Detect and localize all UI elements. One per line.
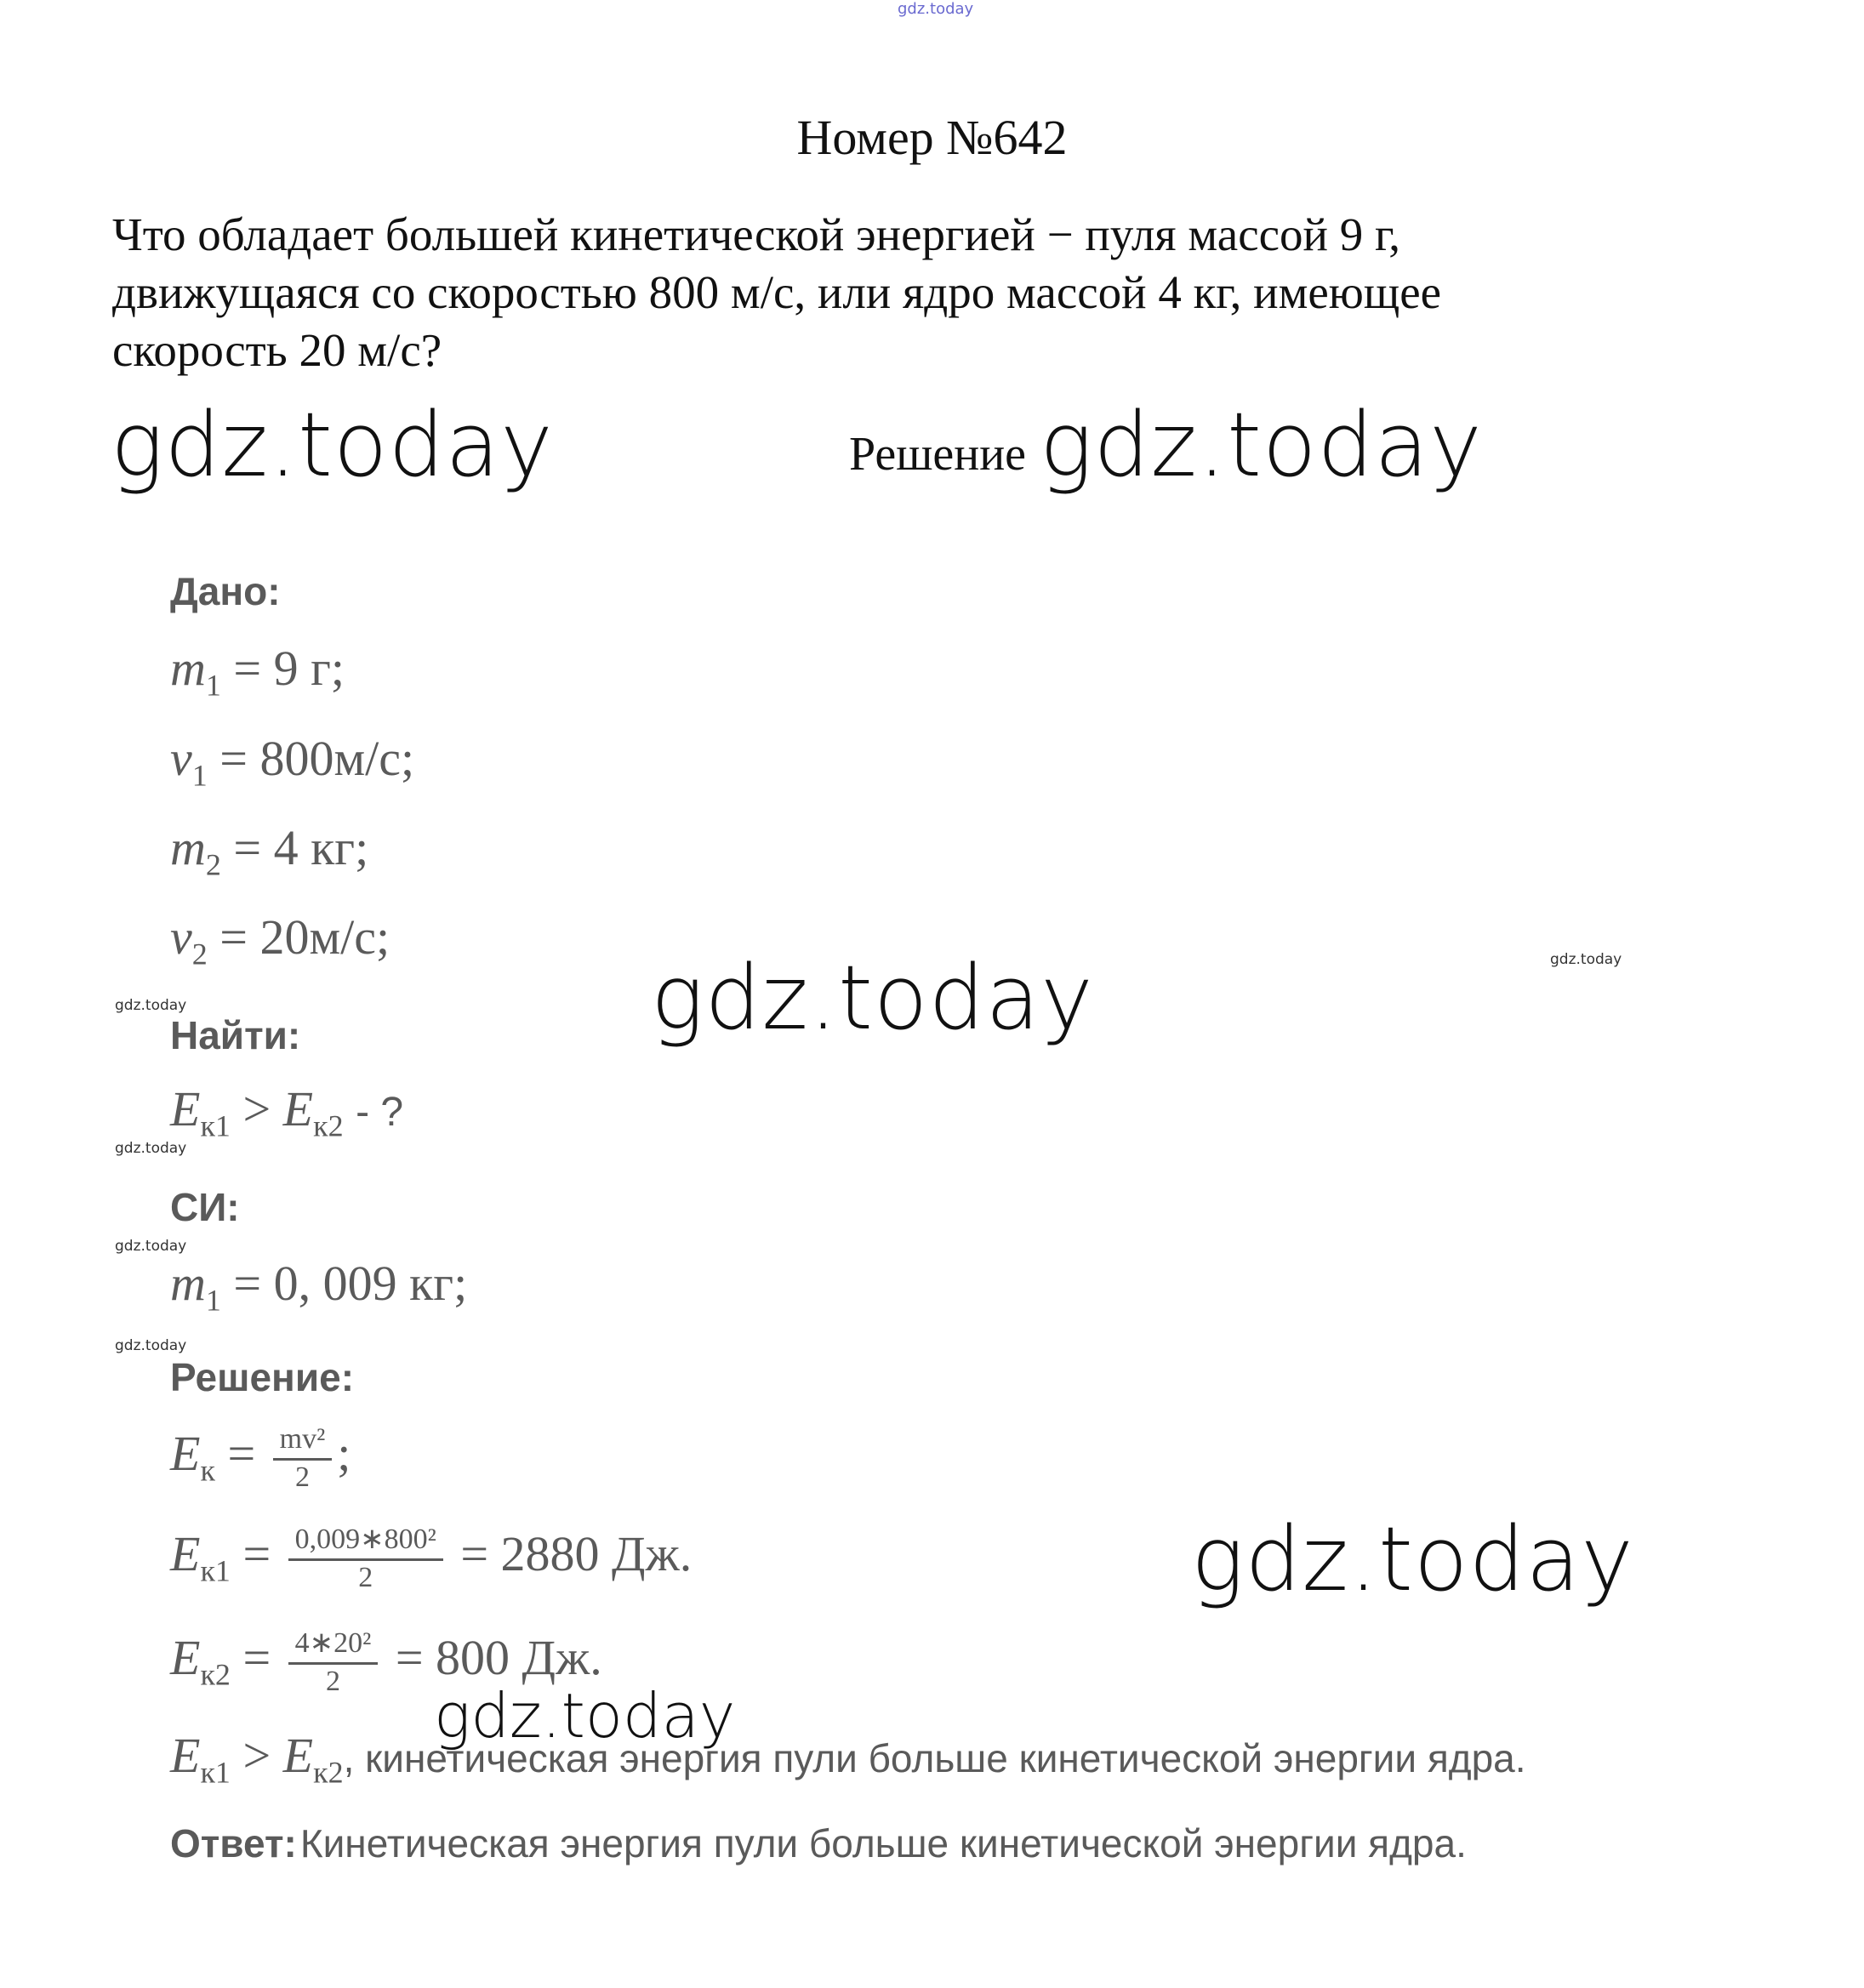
watermark-small-1: gdz.today [115, 997, 187, 1014]
find-expr-tail: - ? [356, 1090, 404, 1135]
conclusion-line: $E_{к1} > E_{к2}$, кинетическая энергия пули больше кинетической энергии ядра. [170, 1728, 1526, 1790]
given-m2: $m_2 = 4$ кг; [170, 820, 369, 882]
formula-3-result: = 800 Дж. [395, 1629, 602, 1685]
answer-label: Ответ: [170, 1821, 297, 1866]
formula-3-fraction [288, 1626, 379, 1699]
find-label: Найти: [170, 1013, 301, 1057]
watermark-2: gdz.today [1040, 393, 1483, 497]
answer-line [170, 1820, 1467, 1866]
formula-1-numerator: mv² [273, 1422, 333, 1461]
question-line-2: движущаяся со скоростью 800 м/с, или ядро массой 4 кг, имеющее [112, 266, 1442, 318]
top-watermark: gdz.today [898, 0, 974, 18]
watermark-4: gdz.today [1191, 1507, 1634, 1611]
watermark-5: gdz.today [434, 1680, 736, 1752]
given-m1: $m_1 = 9$ г; [170, 641, 345, 703]
si-m1-value: = 0, 009 кг; [233, 1256, 468, 1311]
given-v2: $v_2 = 20м/с$; [170, 909, 390, 971]
formula-2-result: = 2880 Дж. [460, 1525, 693, 1581]
formula-1-fraction [273, 1422, 333, 1495]
conclusion-text: , кинетическая энергия пули больше кинетической энергии ядра. [343, 1736, 1526, 1780]
given-label: Дано: [170, 569, 281, 613]
solution-heading: Решение [849, 428, 1027, 481]
question-line-1: Что обладает большей кинетической энергией − пуля массой 9 г, [112, 208, 1401, 260]
formula-2-denominator: 2 [358, 1562, 373, 1593]
given-m2-value: = 4 кг; [233, 820, 369, 875]
question-line-3: скорость 20 м/с? [112, 324, 442, 376]
formula-3-denominator: 2 [326, 1666, 340, 1697]
watermark-small-right: gdz.today [1550, 951, 1622, 968]
formula-2-numerator: 0,009∗800² [288, 1523, 443, 1561]
given-v1-value: = 800м/с; [219, 731, 415, 786]
formula-ek1: $E_{к1}$ = $\frac{\text{0,009∗800²}}{2}$ = 2880 Дж. [170, 1524, 693, 1593]
given-v2-value: = 20м/с; [219, 909, 390, 965]
watermark-small-2: gdz.today [115, 1140, 187, 1157]
given-v1: $v_1 = 800м/с$; [170, 731, 415, 793]
solution-label: Решение: [170, 1355, 355, 1399]
formula-ek2: $E_{к2}$ = $\frac{\text{4∗20²}}{2}$ = 800 Дж. [170, 1627, 602, 1697]
question-text [112, 206, 1661, 379]
watermark-small-4: gdz.today [115, 1337, 187, 1354]
watermark-1: gdz.today [111, 393, 554, 497]
formula-3-numerator: 4∗20² [288, 1626, 379, 1665]
formula-2-fraction [288, 1523, 443, 1595]
formula-kinetic-energy: $E_к$ = $\frac{\text{mv²}}{2}$ ; [170, 1423, 351, 1493]
si-label: СИ: [170, 1185, 240, 1229]
page-title: Номер №642 [796, 110, 1068, 165]
watermark-small-3: gdz.today [115, 1238, 187, 1255]
formula-1-denominator: 2 [294, 1461, 310, 1493]
answer-text: Кинетическая энергия пули больше кинетической энергии ядра. [299, 1821, 1467, 1866]
given-m1-value: = 9 г; [233, 641, 345, 696]
si-m1: $m_1 = 0$, 009 кг; [170, 1256, 468, 1318]
find-expression: $E_{к1} > E_{к2}$ - ? [170, 1081, 404, 1143]
watermark-3: gdz.today [651, 946, 1094, 1050]
